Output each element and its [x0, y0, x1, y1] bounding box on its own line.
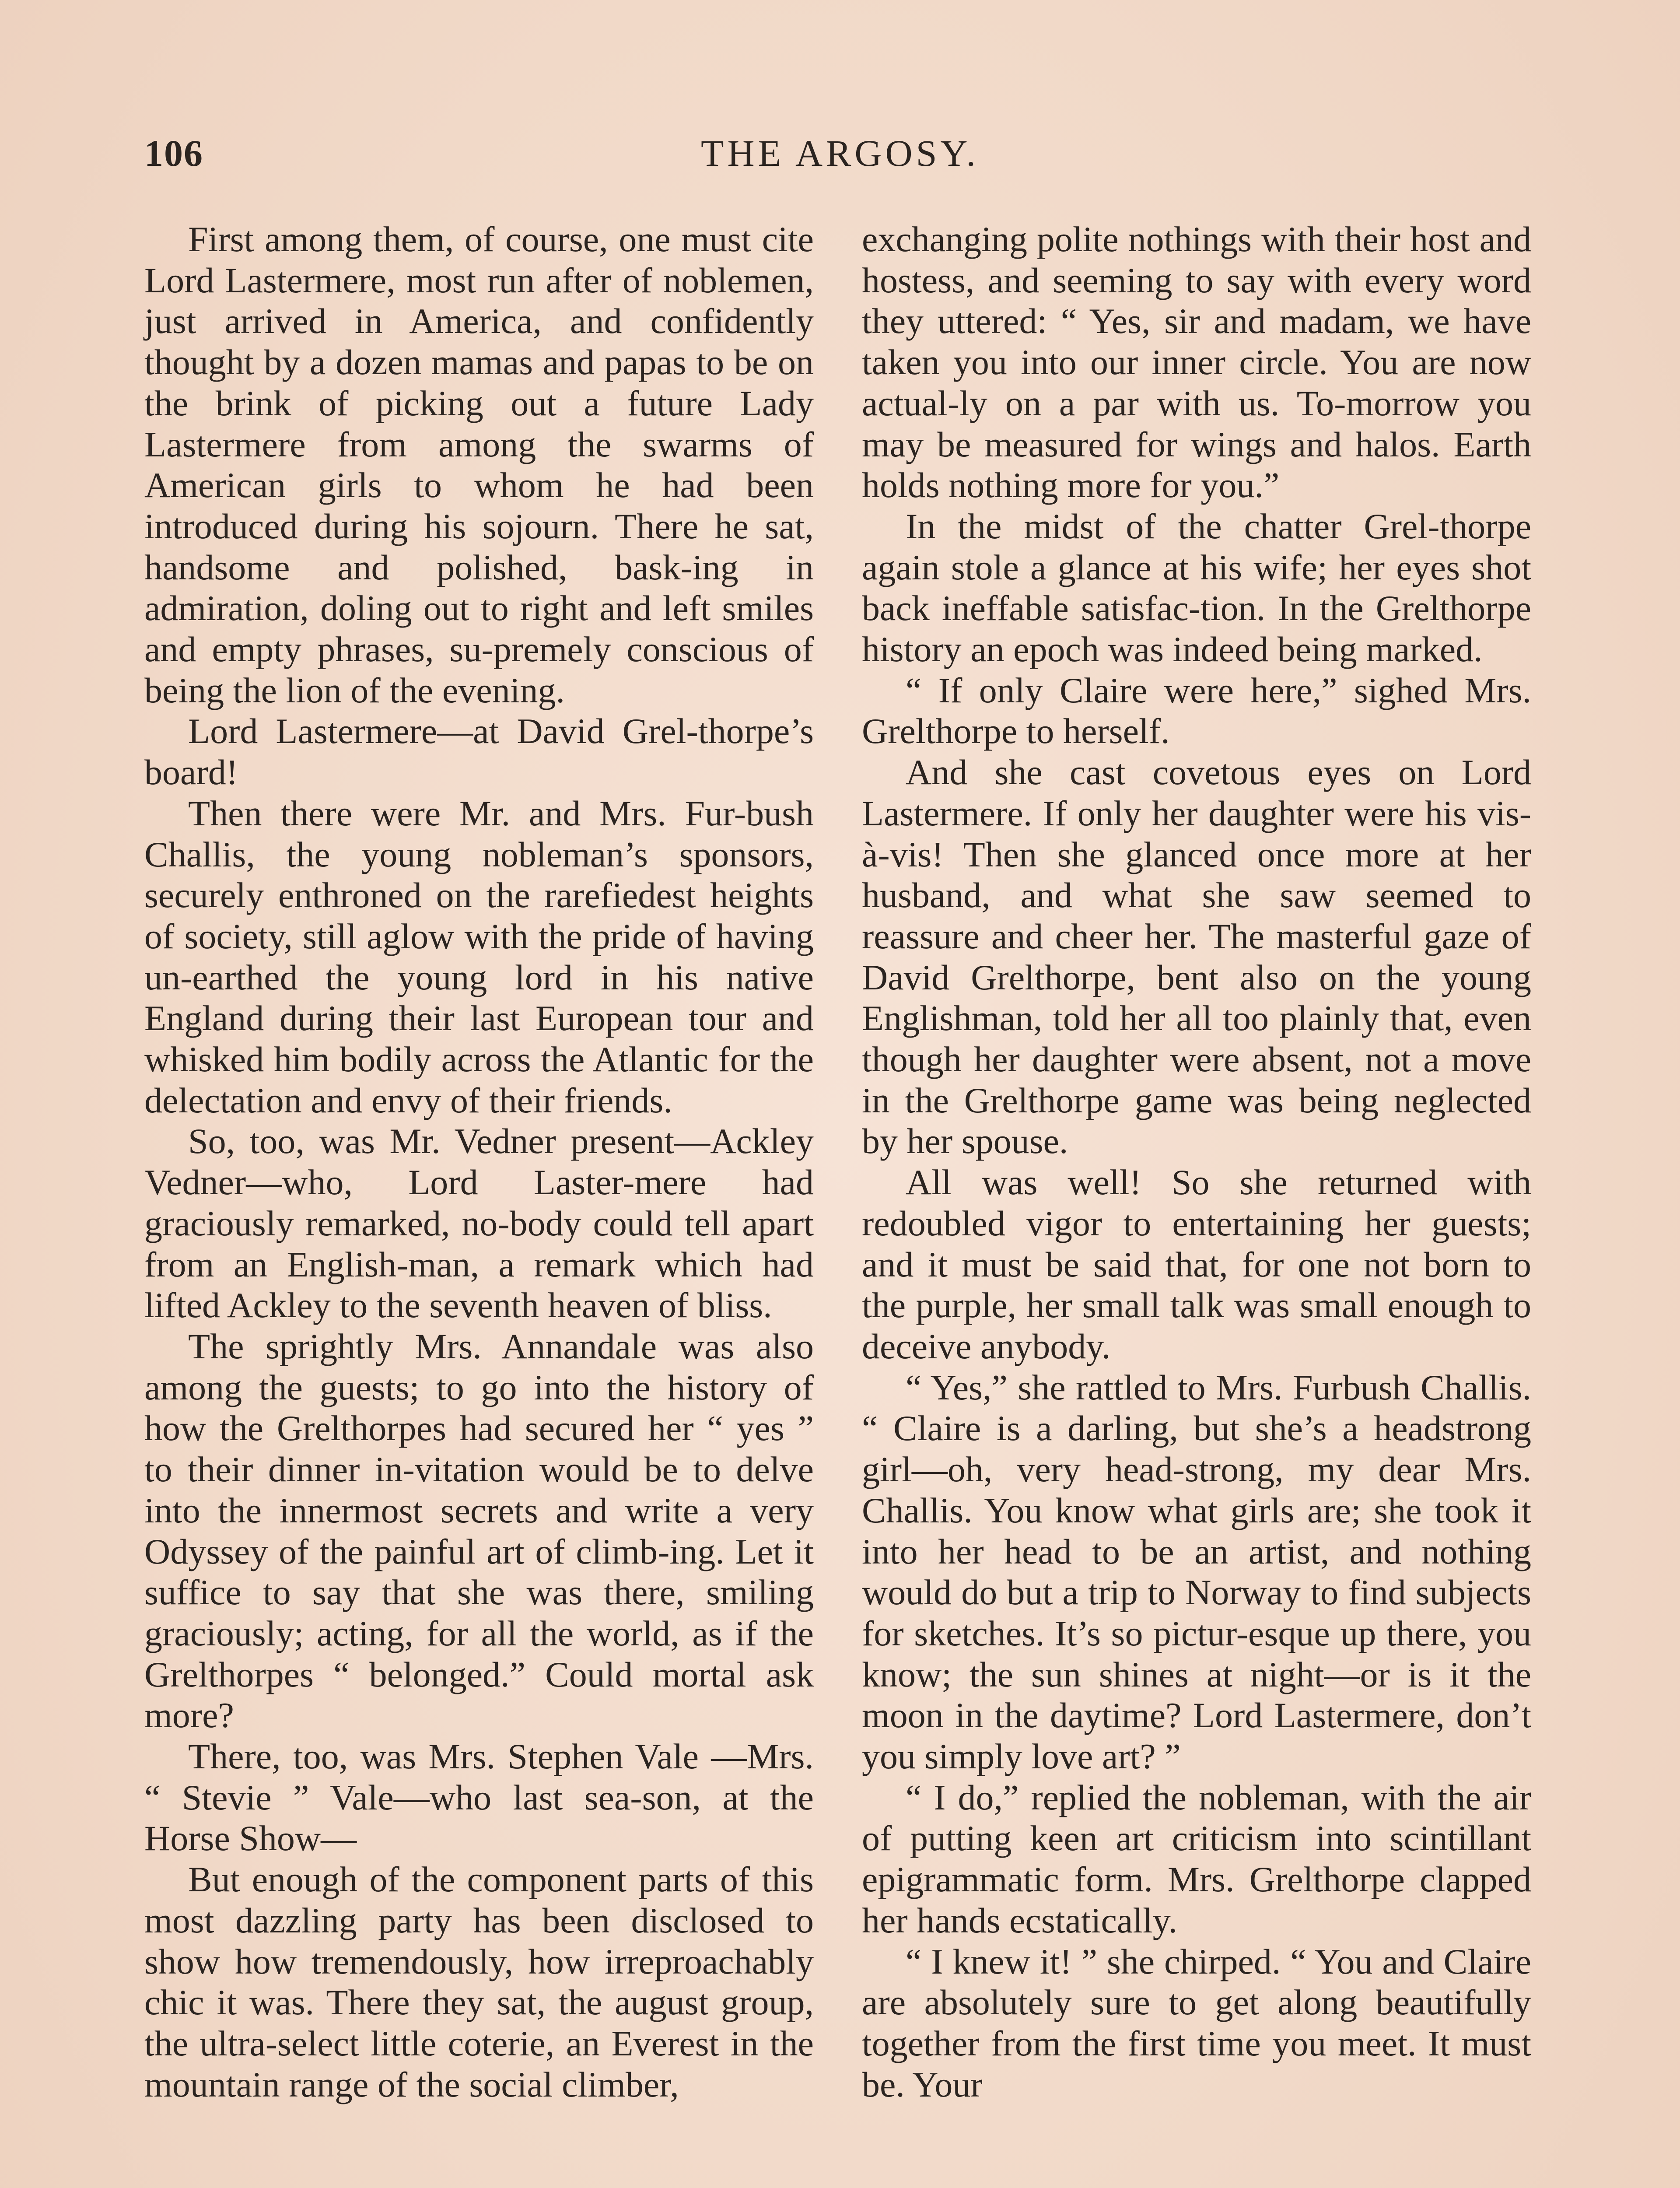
paragraph: “ If only Claire were here,” sighed Mrs. Grelthorpe to herself. [862, 670, 1531, 751]
paragraph: Then there were Mr. and Mrs. Fur-bush Challis, the young nobleman’s sponsors, securely enthroned on the rarefiedest heights of society, still aglow with the pride of having un-earthed the young lord in his native England during their last European tour and whisked him bodily across the Atlantic for the delectation and envy of their friends. [144, 793, 814, 1120]
paragraph: Lord Lastermere—at David Grel-thorpe’s board! [144, 711, 814, 792]
page-header [144, 131, 1536, 184]
text-columns [144, 219, 1531, 2188]
page-number: 106 [144, 132, 203, 174]
paragraph: In the midst of the chatter Grel-thorpe again stole a glance at his wife; her eyes shot back ineffable satisfac-tion. In the Grelthorpe history an epoch was indeed being marked. [862, 506, 1531, 670]
paragraph: All was well! So she returned with redoubled vigor to entertaining her guests; and it must be said that, for one not born to the purple, her small talk was small enough to deceive anybody. [862, 1162, 1531, 1366]
paragraph: The sprightly Mrs. Annandale was also among the guests; to go into the history of how the Grelthorpes had secured her “ yes ” to their dinner in-vitation would be to delve into the innermost secrets and write a very Odyssey of the painful art of climb-ing. Let it suffice to say that she was there, smiling graciously; acting, for all the world, as if the Grelthorpes “ belonged.” Could mortal ask more? [144, 1326, 814, 1736]
right-column [862, 219, 1531, 2105]
paragraph-continued: exchanging polite nothings with their host and hostess, and seeming to say with every word they uttered: “ Yes, sir and madam, we have taken you into our inner circle. You are now actual-ly on a par with us. To-morrow you may be measured for wings and halos. Earth holds nothing more for you.” [862, 219, 1531, 505]
paragraph: “ I do,” replied the nobleman, with the air of putting keen art criticism into scintillant epigrammatic form. Mrs. Grelthorpe clapped her hands ecstatically. [862, 1777, 1531, 1940]
paragraph: There, too, was Mrs. Stephen Vale —Mrs. “ Stevie ” Vale—who last sea-son, at the Horse Show— [144, 1736, 814, 1858]
running-title: THE ARGOSY. [701, 132, 979, 174]
paragraph: First among them, of course, one must cite Lord Lastermere, most run after of noblemen, just arrived in America, and confidently thought by a dozen mamas and papas to be on the brink of picking out a future Lady Lastermere from among the swarms of American girls to whom he had been introduced during his sojourn. There he sat, handsome and polished, bask-ing in admiration, doling out to right and left smiles and empty phrases, su-premely conscious of being the lion of the evening. [144, 219, 814, 710]
paragraph: “ I knew it! ” she chirped. “ You and Claire are absolutely sure to get along beautifully together from the first time you meet. It must be. Your [862, 1941, 1531, 2104]
paragraph: So, too, was Mr. Vedner present—Ackley Vedner—who, Lord Laster-mere had graciously remarked, no-body could tell apart from an English-man, a remark which had lifted Ackley to the seventh heaven of bliss. [144, 1121, 814, 1325]
paragraph: But enough of the component parts of this most dazzling party has been disclosed to show how tremendously, how irreproachably chic it was. There they sat, the august group, the ultra-select little coterie, an Everest in the mountain range of the social climber, [144, 1859, 814, 2104]
paragraph: “ Yes,” she rattled to Mrs. Furbush Challis. “ Claire is a darling, but she’s a headstrong girl—oh, very head-strong, my dear Mrs. Challis. You know what girls are; she took it into her head to be an artist, and nothing would do but a trip to Norway to find subjects for sketches. It’s so pictur-esque up there, you know; the sun shines at night—or is it the moon in the daytime? Lord Lastermere, don’t you simply love art? ” [862, 1367, 1531, 1777]
paragraph: And she cast covetous eyes on Lord Lastermere. If only her daughter were his vis-à-vis! Then she glanced once more at her husband, and what she saw seemed to reassure and cheer her. The masterful gaze of David Grelthorpe, bent also on the young Englishman, told her all too plainly that, even though her daughter were absent, not a move in the Grelthorpe game was being neglected by her spouse. [862, 752, 1531, 1161]
left-column [144, 219, 814, 2105]
